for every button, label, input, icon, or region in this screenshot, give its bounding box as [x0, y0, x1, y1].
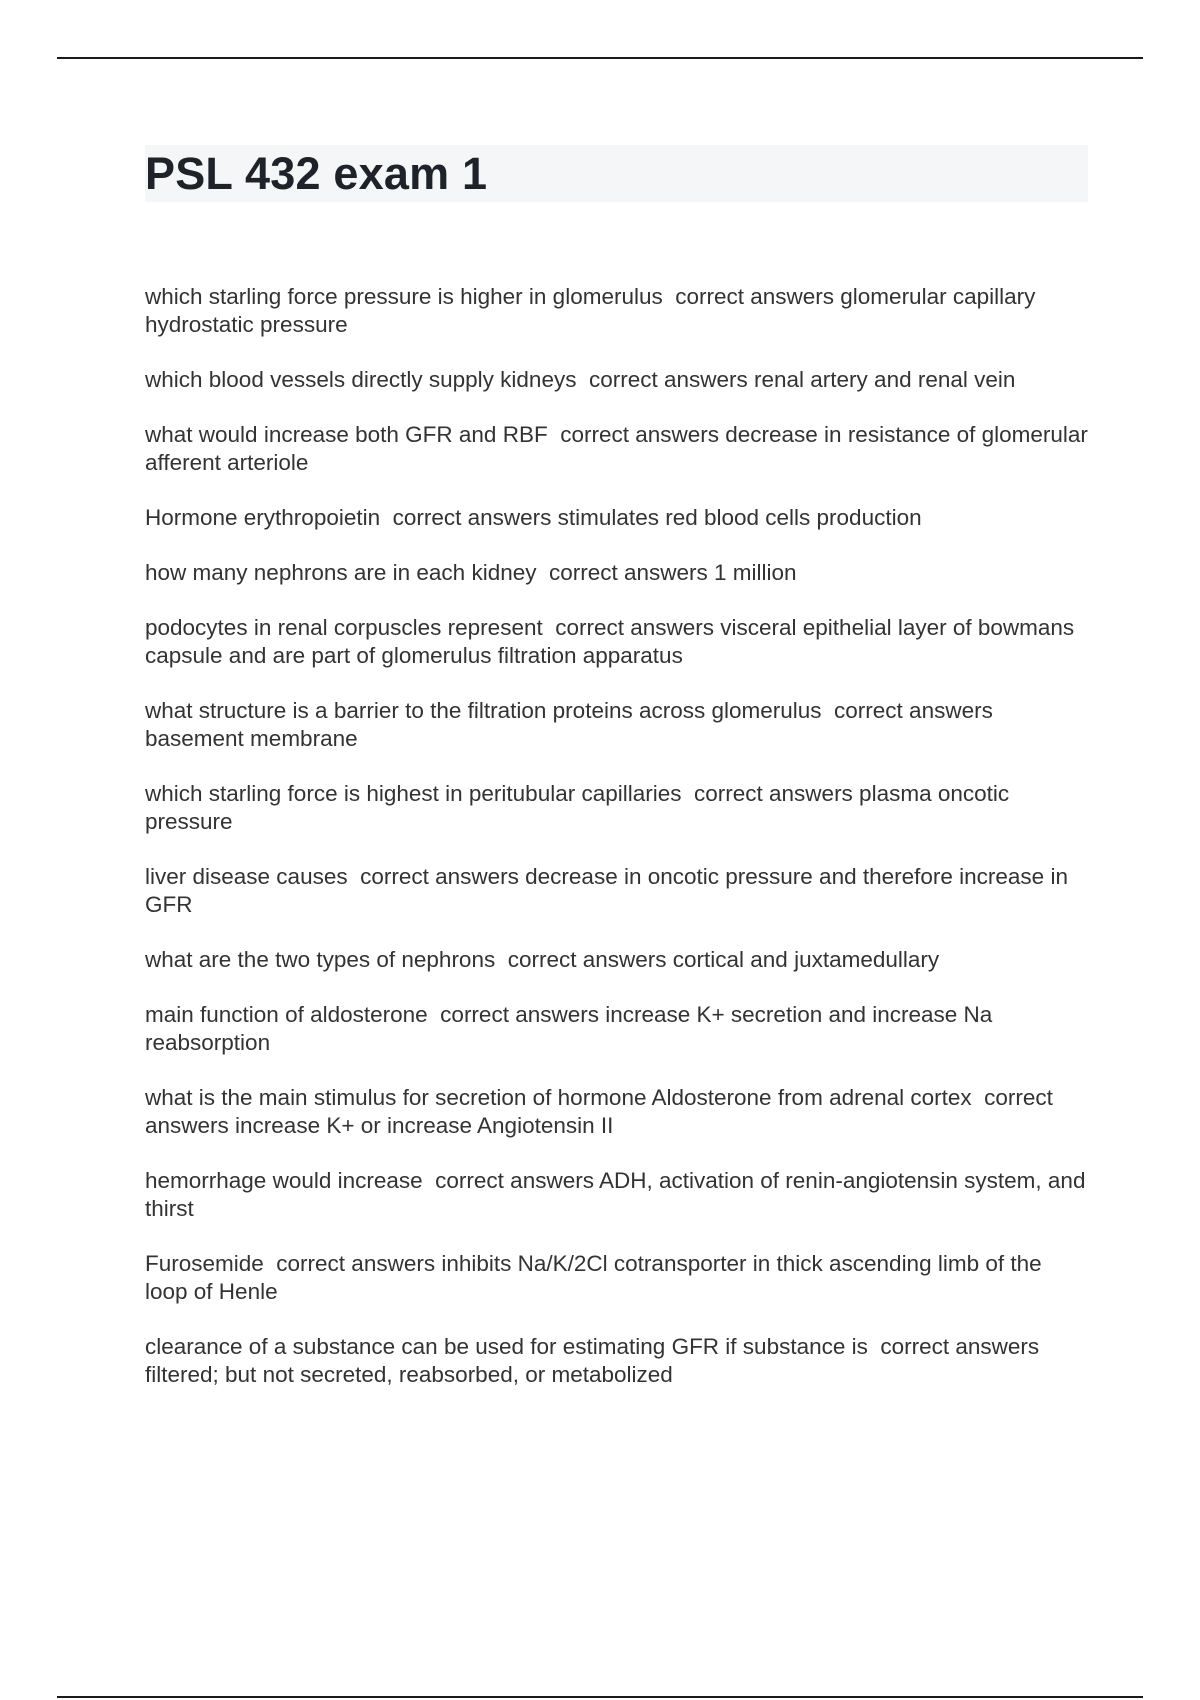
- title-banner: [145, 145, 1088, 202]
- qa-item: clearance of a substance can be used for estimating GFR if substance is correct answers filtered; but not secreted, reabsorbed, or metabolized: [145, 1334, 1046, 1387]
- bottom-rule: [57, 1696, 1143, 1698]
- page-title: PSL 432 exam 1: [145, 148, 488, 199]
- qa-item: which blood vessels directly supply kidneys correct answers renal artery and renal vein: [145, 367, 1016, 392]
- qa-item: Furosemide correct answers inhibits Na/K/2Cl cotransporter in thick ascending limb of the loop of Henle: [145, 1251, 1048, 1304]
- qa-item: hemorrhage would increase correct answers ADH, activation of renin-angiotensin system, and thirst: [145, 1168, 1092, 1221]
- qa-item: what is the main stimulus for secretion of hormone Aldosterone from adrenal cortex correct answers increase K+ or increase Angiotensin II: [145, 1085, 1060, 1138]
- qa-item: how many nephrons are in each kidney correct answers 1 million: [145, 560, 797, 585]
- qa-list: [145, 283, 1095, 1416]
- qa-item: Hormone erythropoietin correct answers stimulates red blood cells production: [145, 505, 922, 530]
- qa-item: podocytes in renal corpuscles represent correct answers visceral epithelial layer of bowmans capsule and are part of glomerulus filtration apparatus: [145, 615, 1081, 668]
- qa-item: what would increase both GFR and RBF correct answers decrease in resistance of glomerular afferent arteriole: [145, 422, 1095, 475]
- qa-item: which starling force pressure is higher in glomerulus correct answers glomerular capillary hydrostatic pressure: [145, 284, 1042, 337]
- qa-item: which starling force is highest in peritubular capillaries correct answers plasma oncotic pressure: [145, 781, 1016, 834]
- qa-item: what structure is a barrier to the filtration proteins across glomerulus correct answers basement membrane: [145, 698, 1000, 751]
- qa-item: liver disease causes correct answers decrease in oncotic pressure and therefore increase in GFR: [145, 864, 1075, 917]
- qa-item: main function of aldosterone correct answers increase K+ secretion and increase Na reabsorption: [145, 1002, 999, 1055]
- top-rule: [57, 57, 1143, 59]
- qa-item: what are the two types of nephrons correct answers cortical and juxtamedullary: [145, 947, 940, 972]
